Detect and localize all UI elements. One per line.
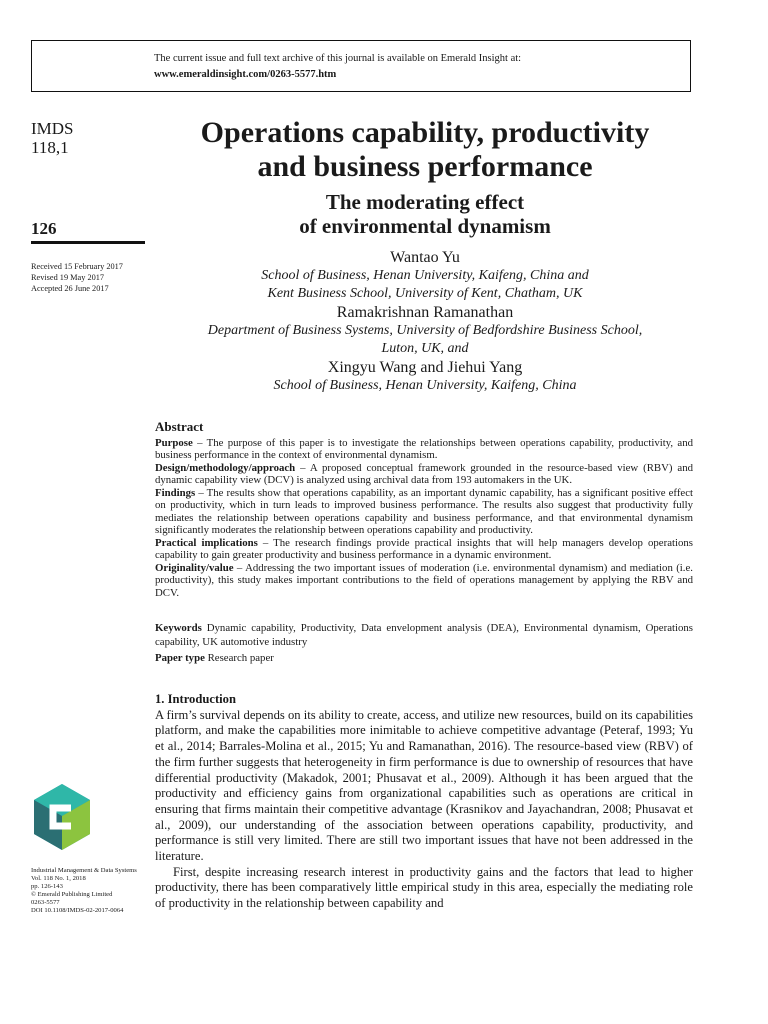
author-name: Wantao Yu xyxy=(390,249,460,266)
journal-volume: 118,1 xyxy=(31,138,69,157)
revised-date: Revised 19 May 2017 xyxy=(31,273,105,282)
abstract-purpose xyxy=(155,437,693,462)
page-number-rule xyxy=(31,241,145,244)
page-number: 126 xyxy=(31,219,57,238)
emerald-logo-icon xyxy=(31,782,93,852)
availability-text: The current issue and full text archive of this journal is available on Emerald Insight at: xyxy=(154,53,522,64)
abstract-label: Purpose xyxy=(155,436,193,449)
abstract-design xyxy=(155,462,693,487)
author-name: Xingyu Wang and Jiehui Yang xyxy=(327,359,523,376)
keywords-text: Dynamic capability, Productivity, Data envelopment analysis (DEA), Environmental dynamism, Operations capability, UK automotive industry xyxy=(155,622,693,648)
article-dates xyxy=(31,261,123,294)
subtitle-line-1: The moderating effect xyxy=(325,190,525,214)
citation-volume: Vol. 118 No. 1, 2018 xyxy=(31,875,86,883)
paper-type-text: Research paper xyxy=(204,652,274,664)
abstract-heading: Abstract xyxy=(155,419,204,434)
citation-journal: Industrial Management & Data Systems xyxy=(31,867,137,874)
citation-publisher: © Emerald Publishing Limited xyxy=(31,891,113,899)
abstract-label: Design/methodology/approach xyxy=(155,461,296,474)
keywords-label: Keywords xyxy=(155,622,202,634)
abstract-findings xyxy=(155,487,693,537)
abstract-text: – A proposed conceptual framework grounded in the resource-based view (RBV) and dynamic capability view (DCV) is analyzed using archival data from 193 automakers in the UK. xyxy=(155,461,693,486)
citation-doi[interactable]: DOI 10.1108/IMDS-02-2017-0064 xyxy=(31,907,124,915)
accepted-date: Accepted 26 June 2017 xyxy=(31,284,109,293)
received-date: Received 15 February 2017 xyxy=(31,262,123,271)
abstract-text: – Addressing the two important issues of moderation (i.e. environmental dynamism) and mediation (i.e. productivity), this study makes important contributions to the field of operations management by applying the RBV and DCV. xyxy=(155,561,693,599)
citation-issn: 0263-5577 xyxy=(31,899,60,907)
author-block xyxy=(150,248,700,395)
abstract-label: Findings xyxy=(155,486,196,499)
citation-pages: pp. 126-143 xyxy=(31,883,63,891)
citation-block xyxy=(31,867,143,916)
abstract-originality xyxy=(155,562,693,600)
author-affiliation: School of Business, Henan University, Kaifeng, China and xyxy=(261,268,589,283)
abstract-text: – The research findings provide practical insights that will help managers develop operations capability to gain greater productivity and business performance in a dynamic environment. xyxy=(155,536,693,561)
paper-type-label: Paper type xyxy=(155,652,205,664)
author-affiliation: Department of Business Systems, University of Bedfordshire Business School, xyxy=(207,323,643,338)
article-subtitle xyxy=(150,190,700,238)
abstract-text: – The purpose of this paper is to investigate the relationships between operations capability, productivity, and business performance in the context of environmental dynamism. xyxy=(155,436,693,461)
body-text xyxy=(155,692,693,912)
body-paragraph: A firm’s survival depends on its ability to create, access, and utilize new resources, build on its capabilities platform, and make the capabilities more inimitable to achieve competitive advantage (Peteraf, 1993; Yu et al., 2014; Barrales-Molina et al., 2015; Yu and Ramanathan, 2016). The resource-based view (RBV) of the firm further suggests that heterogeneity in firm performance is due to ownership of resources that have differential productivity (Makadok, 2001; Phusavat et al., 2009). Although it has been argued that the productivity and efficiency gains from organizational capabilities such as operations are critical in ensuring that firms maintain their competitive advantage (Krasnikov and Jayachandran, 2008; Phusavat et al., 2009), our understanding of the association between operations capability, productivity, and performance is still very limited. There are still two important issues that have not been addressed in the literature. xyxy=(155,707,693,864)
abstract-label: Originality/value xyxy=(155,561,234,574)
author-affiliation: Luton, UK, and xyxy=(381,341,469,356)
keywords xyxy=(155,621,693,649)
section-heading: 1. Introduction xyxy=(155,692,236,706)
paper-type xyxy=(155,651,693,665)
abstract xyxy=(155,421,693,599)
subtitle-line-2: of environmental dynamism xyxy=(299,214,551,238)
abstract-label: Practical implications xyxy=(155,536,258,549)
journal-url-link[interactable]: www.emeraldinsight.com/0263-5577.htm xyxy=(154,69,337,80)
title-line-1: Operations capability, productivity xyxy=(200,116,650,149)
abstract-practical xyxy=(155,537,693,562)
title-line-2: and business performance xyxy=(257,150,593,183)
abstract-text: – The results show that operations capability, as an important dynamic capability, has a significant positive effect on productivity, which in turn leads to improved business performance. The results also suggest that productivity fully mediates the relationship between operations capability and business performance, and that environmental dynamism significantly moderates the relationship between operations capability and productivity. xyxy=(155,486,693,536)
journal-abbreviation: IMDS xyxy=(31,119,74,138)
author-name: Ramakrishnan Ramanathan xyxy=(336,304,514,321)
article-title xyxy=(150,116,700,184)
author-affiliation: Kent Business School, University of Kent, Chatham, UK xyxy=(267,286,583,301)
body-paragraph: First, despite increasing research interest in productivity gains and the factors that lead to higher productivity, there has been comparatively little empirical study in this area, especially the mediating role of productivity in the relationship between capability and xyxy=(155,864,693,911)
journal-availability-box xyxy=(31,40,691,92)
author-affiliation: School of Business, Henan University, Kaifeng, China xyxy=(273,378,577,393)
